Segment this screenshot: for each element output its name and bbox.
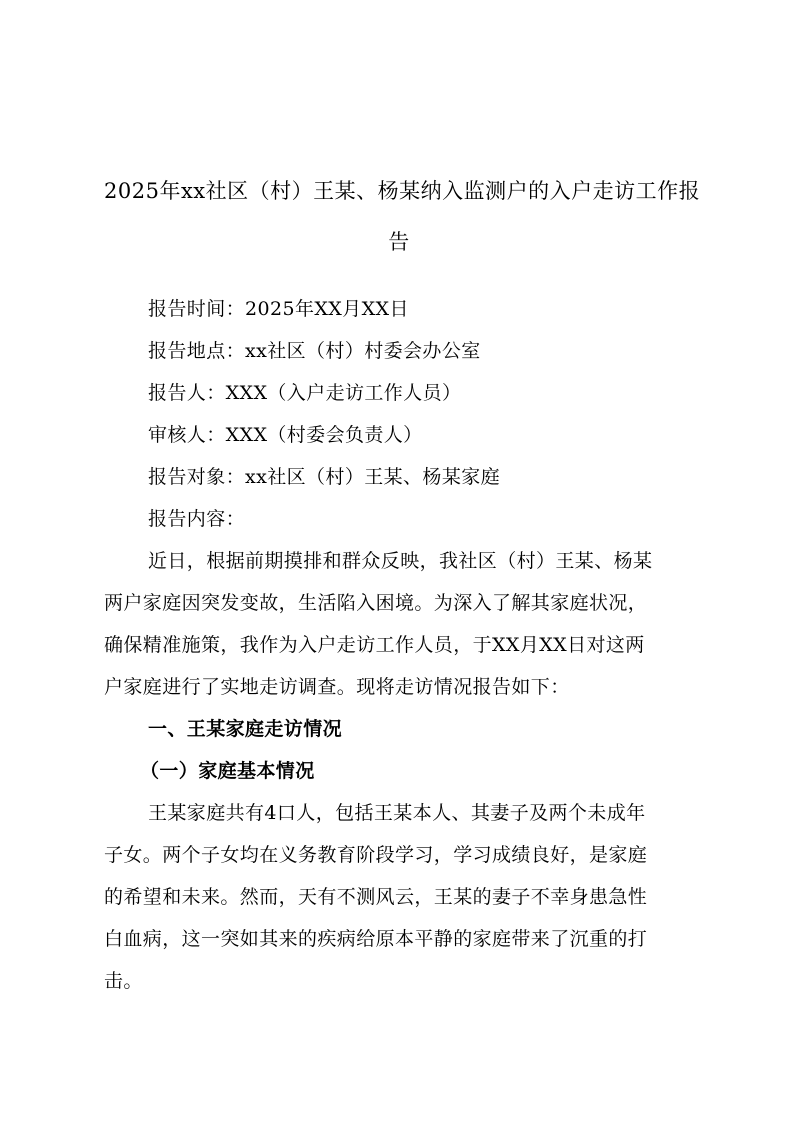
body-paragraph-line: 的希望和未来。然而，天有不测风云，王某的妻子不幸身患急性 (104, 886, 648, 908)
intro-paragraph-line: 户家庭进行了实地走访调查。现将走访情况报告如下： (104, 676, 570, 698)
body-paragraph-line: 王某家庭共有4口人，包括王某本人、其妻子及两个未成年 (148, 802, 646, 824)
report-content-label: 报告内容： (148, 508, 246, 530)
subsection-heading: （一）家庭基本情况 (140, 760, 315, 782)
intro-paragraph-line: 两户家庭因突发变故，生活陷入困境。为深入了解其家庭状况， (104, 592, 648, 614)
report-title-line-2: 告 (388, 230, 410, 254)
reviewer: 审核人：XXX（村委会负责人） (148, 424, 423, 446)
body-paragraph-line: 击。 (104, 970, 143, 992)
section-heading: 一、王某家庭走访情况 (148, 718, 343, 740)
report-time: 报告时间：2025年XX月XX日 (148, 298, 409, 320)
body-paragraph-line: 子女。两个子女均在义务教育阶段学习，学习成绩良好，是家庭 (104, 844, 648, 866)
body-paragraph-line: 白血病，这一突如其来的疾病给原本平静的家庭带来了沉重的打 (104, 928, 648, 950)
intro-paragraph-line: 确保精准施策，我作为入户走访工作人员，于XX月XX日对这两 (104, 634, 645, 656)
intro-paragraph-line: 近日，根据前期摸排和群众反映，我社区（村）王某、杨某 (148, 550, 653, 572)
report-target: 报告对象：xx社区（村）王某、杨某家庭 (148, 466, 501, 488)
report-location: 报告地点：xx社区（村）村委会办公室 (148, 340, 481, 362)
report-title-line-1: 2025年xx社区（村）王某、杨某纳入监测户的入户走访工作报 (104, 179, 701, 203)
reporter: 报告人：XXX（入户走访工作人员） (148, 382, 462, 404)
